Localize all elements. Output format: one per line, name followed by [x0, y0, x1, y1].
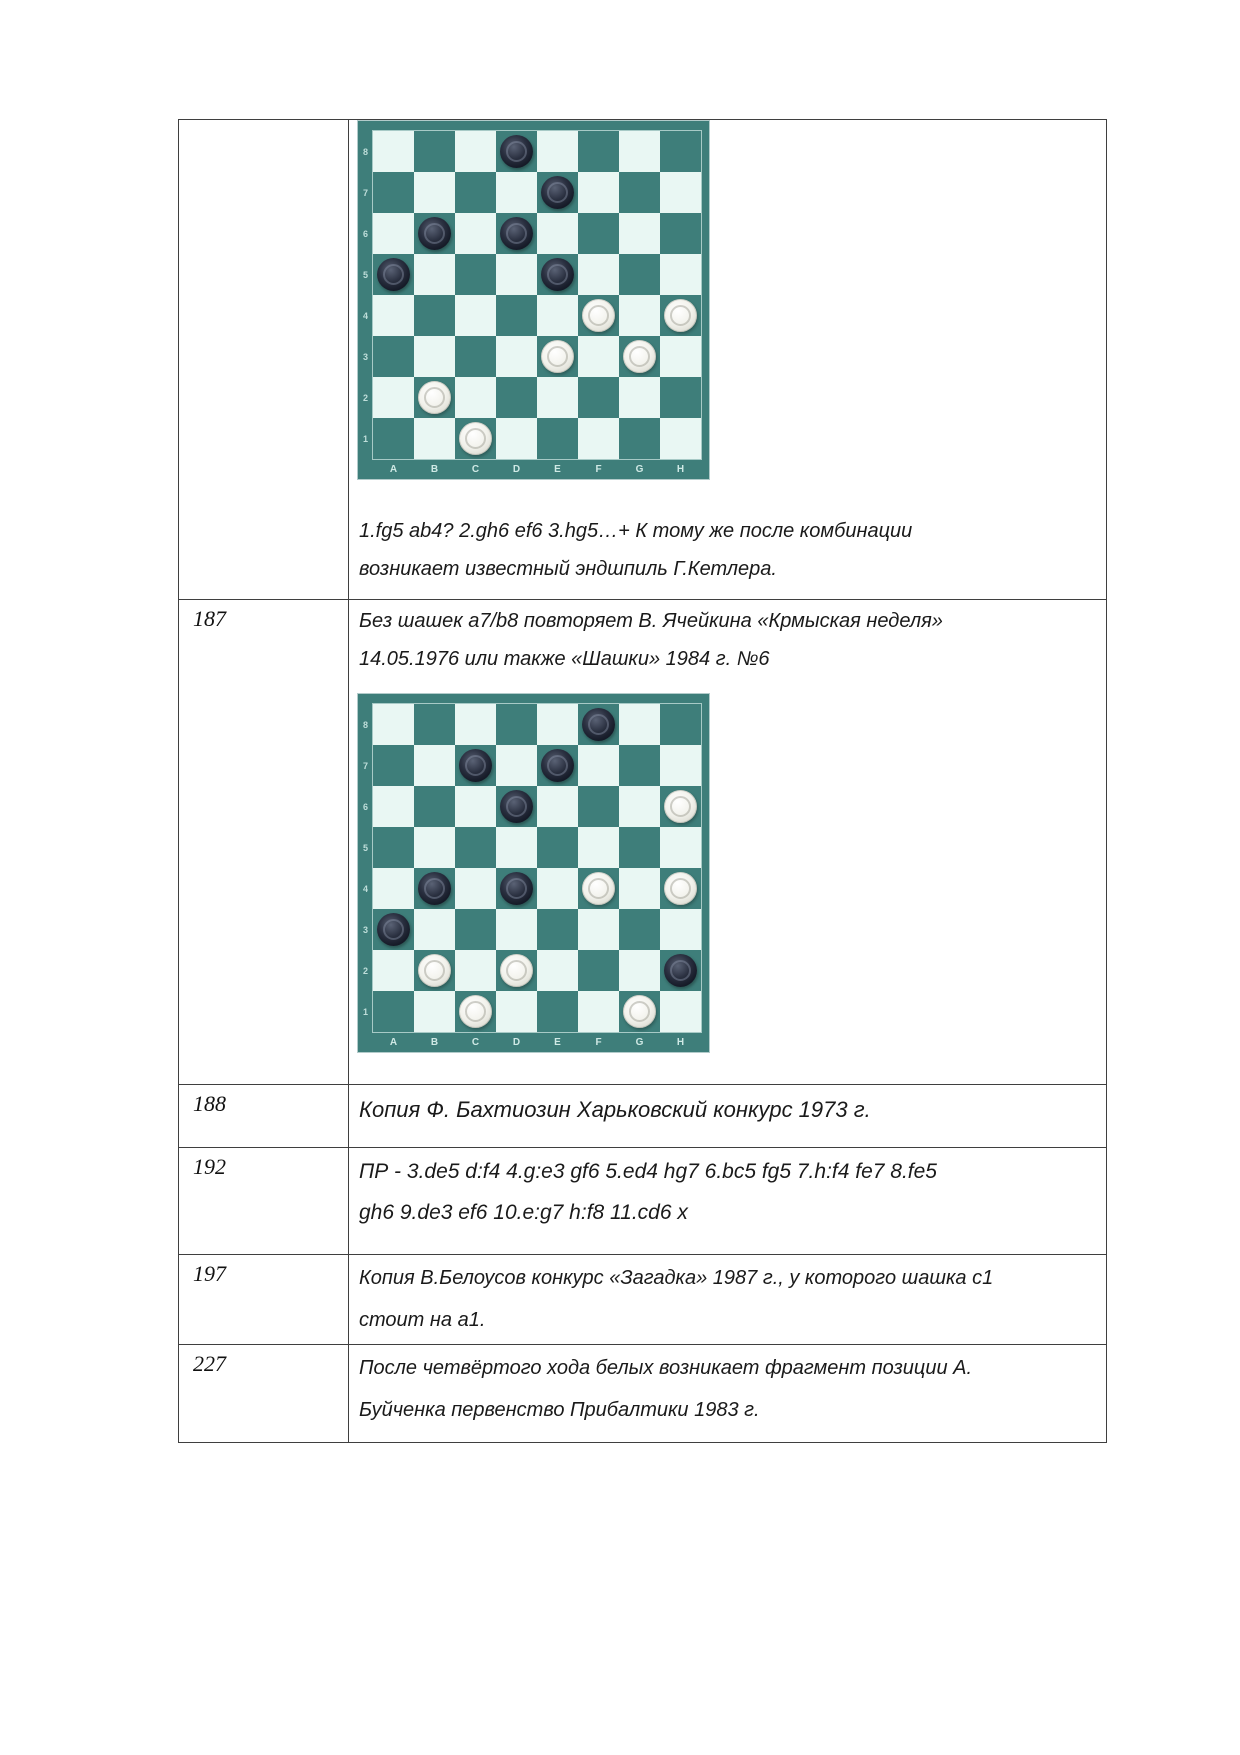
- board-square-e2: [537, 377, 578, 418]
- board-square-a8: [373, 131, 414, 172]
- board-square-d5: [496, 254, 537, 295]
- board-square-a6: [373, 213, 414, 254]
- board-square-g4: [619, 295, 660, 336]
- board-square-d7: [496, 745, 537, 786]
- black-checker-a3: [377, 913, 410, 946]
- board-square-d8: [496, 131, 537, 172]
- board-square-c8: [455, 704, 496, 745]
- file-label-b: B: [430, 463, 439, 475]
- board-square-b5: [414, 827, 455, 868]
- board-square-b2: [414, 950, 455, 991]
- board-square-h7: [660, 745, 701, 786]
- file-label-e: E: [554, 1036, 561, 1048]
- board-square-f5: [578, 827, 619, 868]
- table-row: [179, 1345, 1106, 1442]
- board-square-d6: [496, 786, 537, 827]
- black-checker-h2: [664, 954, 697, 987]
- entry-text: [349, 1345, 1106, 1431]
- entry-number: 187: [179, 600, 349, 1084]
- board-square-f4: [578, 295, 619, 336]
- entry-content: [349, 120, 1106, 599]
- board-square-g2: [619, 377, 660, 418]
- board-square-c4: [455, 868, 496, 909]
- entry-text: [349, 1148, 1106, 1233]
- board-square-b3: [414, 909, 455, 950]
- board-square-c3: [455, 909, 496, 950]
- board-square-d1: [496, 991, 537, 1032]
- board-square-c8: [455, 131, 496, 172]
- board-square-g8: [619, 131, 660, 172]
- board-square-d1: [496, 418, 537, 459]
- board-square-c1: [455, 991, 496, 1032]
- rank-label-1: 1: [362, 1006, 368, 1017]
- rank-label-7: 7: [362, 187, 368, 198]
- board-square-d7: [496, 172, 537, 213]
- white-checker-d2: [500, 954, 533, 987]
- board-square-c1: [455, 418, 496, 459]
- rank-label-8: 8: [362, 146, 368, 157]
- rank-label-6: 6: [362, 801, 368, 812]
- board-square-e6: [537, 213, 578, 254]
- board-square-h5: [660, 827, 701, 868]
- black-checker-d8: [500, 135, 533, 168]
- entry-text: [349, 1255, 1106, 1341]
- board-square-h3: [660, 909, 701, 950]
- board-square-a3: [373, 336, 414, 377]
- entry-text: [349, 600, 1106, 678]
- board-square-e5: [537, 827, 578, 868]
- board-squares: [373, 704, 701, 1032]
- board-square-b1: [414, 418, 455, 459]
- black-checker-f8: [582, 708, 615, 741]
- file-label-d: D: [512, 1036, 521, 1048]
- checkers-board-diagram-2: [358, 694, 709, 1052]
- board-square-b3: [414, 336, 455, 377]
- entry-content: [349, 600, 1106, 1084]
- entry-number: [179, 120, 349, 599]
- board-square-h5: [660, 254, 701, 295]
- file-label-f: F: [595, 463, 602, 475]
- file-label-g: G: [635, 463, 644, 475]
- entry-text-line: ПР - 3.de5 d:f4 4.g:e3 gf6 5.ed4 hg7 6.bc5 fg5 7.h:f4 fe7 8.fe5: [359, 1160, 937, 1183]
- board-square-f1: [578, 418, 619, 459]
- black-checker-e7: [541, 749, 574, 782]
- entry-text-line: gh6 9.de3 ef6 10.e:g7 h:f8 11.cd6 x: [359, 1201, 688, 1224]
- board-square-a6: [373, 786, 414, 827]
- board-square-g7: [619, 745, 660, 786]
- board-square-g6: [619, 786, 660, 827]
- file-label-c: C: [471, 1036, 480, 1048]
- board-square-h4: [660, 295, 701, 336]
- board-square-f4: [578, 868, 619, 909]
- board-square-d2: [496, 377, 537, 418]
- file-label-h: H: [676, 463, 685, 475]
- entry-content: [349, 1085, 1106, 1147]
- entry-text-line: Без шашек a7/b8 повторяет В. Ячейкина «Крмыская неделя»: [359, 610, 943, 632]
- board-square-d4: [496, 868, 537, 909]
- board-square-a7: [373, 745, 414, 786]
- rank-label-4: 4: [362, 883, 368, 894]
- board-square-c2: [455, 950, 496, 991]
- board-square-f3: [578, 336, 619, 377]
- file-label-f: F: [595, 1036, 602, 1048]
- file-label-a: A: [389, 1036, 398, 1048]
- board-square-f7: [578, 172, 619, 213]
- board-square-c4: [455, 295, 496, 336]
- white-checker-g1: [623, 995, 656, 1028]
- table-row: [179, 120, 1106, 600]
- board-square-b8: [414, 131, 455, 172]
- board-square-e3: [537, 336, 578, 377]
- entry-content: [349, 1255, 1106, 1344]
- board-square-e7: [537, 745, 578, 786]
- white-checker-b2: [418, 954, 451, 987]
- entry-text-line: После четвёртого хода белых возникает фрагмент позиции А.: [359, 1357, 973, 1379]
- board-square-b8: [414, 704, 455, 745]
- board-square-a1: [373, 418, 414, 459]
- black-checker-b4: [418, 872, 451, 905]
- board-square-b7: [414, 745, 455, 786]
- white-checker-h6: [664, 790, 697, 823]
- file-labels: [373, 461, 701, 477]
- board-square-h7: [660, 172, 701, 213]
- board-square-e4: [537, 295, 578, 336]
- board-square-h8: [660, 131, 701, 172]
- file-label-c: C: [471, 463, 480, 475]
- board-square-f3: [578, 909, 619, 950]
- board-square-d8: [496, 704, 537, 745]
- white-checker-h4: [664, 872, 697, 905]
- board-square-c6: [455, 786, 496, 827]
- black-checker-d4: [500, 872, 533, 905]
- board-square-h6: [660, 213, 701, 254]
- entry-content: [349, 1345, 1106, 1442]
- white-checker-e3: [541, 340, 574, 373]
- board-square-a4: [373, 295, 414, 336]
- board-square-c6: [455, 213, 496, 254]
- board-square-b5: [414, 254, 455, 295]
- rank-label-5: 5: [362, 269, 368, 280]
- board-square-h4: [660, 868, 701, 909]
- board-square-c7: [455, 172, 496, 213]
- table-row: [179, 600, 1106, 1085]
- black-checker-b6: [418, 217, 451, 250]
- board-square-g4: [619, 868, 660, 909]
- board-square-a4: [373, 868, 414, 909]
- board-square-f5: [578, 254, 619, 295]
- board-square-f1: [578, 991, 619, 1032]
- board-square-g1: [619, 991, 660, 1032]
- board-square-d3: [496, 909, 537, 950]
- board-square-h3: [660, 336, 701, 377]
- rank-label-5: 5: [362, 842, 368, 853]
- board-square-e6: [537, 786, 578, 827]
- entry-number: 192: [179, 1148, 349, 1254]
- board-square-c5: [455, 827, 496, 868]
- black-checker-e7: [541, 176, 574, 209]
- file-label-g: G: [635, 1036, 644, 1048]
- board-square-f6: [578, 786, 619, 827]
- entries-table: [178, 119, 1107, 1443]
- entry-content: [349, 1148, 1106, 1254]
- board-square-b7: [414, 172, 455, 213]
- board-square-e1: [537, 991, 578, 1032]
- white-checker-h4: [664, 299, 697, 332]
- board-square-a7: [373, 172, 414, 213]
- board-square-e5: [537, 254, 578, 295]
- board-square-a8: [373, 704, 414, 745]
- board-square-a2: [373, 950, 414, 991]
- board-square-g2: [619, 950, 660, 991]
- board-square-a2: [373, 377, 414, 418]
- board-square-e2: [537, 950, 578, 991]
- entry-text-line: 14.05.1976 или также «Шашки» 1984 г. №6: [359, 648, 770, 670]
- board-square-h2: [660, 377, 701, 418]
- board-square-a3: [373, 909, 414, 950]
- black-checker-e5: [541, 258, 574, 291]
- board-square-d6: [496, 213, 537, 254]
- board-square-b4: [414, 868, 455, 909]
- board-square-h2: [660, 950, 701, 991]
- black-checker-c7: [459, 749, 492, 782]
- board-square-f7: [578, 745, 619, 786]
- board-square-g5: [619, 827, 660, 868]
- board-square-c3: [455, 336, 496, 377]
- board-square-a5: [373, 254, 414, 295]
- board-square-e8: [537, 131, 578, 172]
- board-square-f6: [578, 213, 619, 254]
- board-square-h1: [660, 991, 701, 1032]
- board-square-e7: [537, 172, 578, 213]
- board-square-g6: [619, 213, 660, 254]
- black-checker-d6: [500, 790, 533, 823]
- table-row: [179, 1255, 1106, 1345]
- black-checker-d6: [500, 217, 533, 250]
- rank-labels: [358, 704, 373, 1032]
- file-label-b: B: [430, 1036, 439, 1048]
- board-square-g3: [619, 336, 660, 377]
- board-square-d4: [496, 295, 537, 336]
- file-label-h: H: [676, 1036, 685, 1048]
- entry-text-line: возникает известный эндшпиль Г.Кетлера.: [359, 558, 777, 580]
- board-squares: [373, 131, 701, 459]
- board-square-b1: [414, 991, 455, 1032]
- white-checker-f4: [582, 299, 615, 332]
- black-checker-a5: [377, 258, 410, 291]
- white-checker-c1: [459, 995, 492, 1028]
- entry-text-line: Копия Ф. Бахтиозин Харьковский конкурс 1973 г.: [359, 1097, 871, 1122]
- board-square-e8: [537, 704, 578, 745]
- board-square-g8: [619, 704, 660, 745]
- rank-label-1: 1: [362, 433, 368, 444]
- board-square-a1: [373, 991, 414, 1032]
- board-square-c2: [455, 377, 496, 418]
- rank-label-2: 2: [362, 965, 368, 976]
- file-label-a: A: [389, 463, 398, 475]
- board-square-d3: [496, 336, 537, 377]
- board-square-g7: [619, 172, 660, 213]
- board-square-g3: [619, 909, 660, 950]
- rank-label-4: 4: [362, 310, 368, 321]
- white-checker-f4: [582, 872, 615, 905]
- white-checker-b2: [418, 381, 451, 414]
- board-square-f2: [578, 950, 619, 991]
- table-row: [179, 1148, 1106, 1255]
- board-square-c5: [455, 254, 496, 295]
- board-square-g5: [619, 254, 660, 295]
- entry-text-line: Буйченка первенство Прибалтики 1983 г.: [359, 1399, 760, 1421]
- file-label-e: E: [554, 463, 561, 475]
- entry-text-line: 1.fg5 ab4? 2.gh6 ef6 3.hg5…+ К тому же после комбинации: [359, 520, 913, 542]
- white-checker-g3: [623, 340, 656, 373]
- file-labels: [373, 1034, 701, 1050]
- board-square-b6: [414, 786, 455, 827]
- entry-number: 227: [179, 1345, 349, 1442]
- file-label-d: D: [512, 463, 521, 475]
- entry-text-line: стоит на a1.: [359, 1309, 486, 1331]
- board-square-h1: [660, 418, 701, 459]
- board-square-h8: [660, 704, 701, 745]
- entry-number: 197: [179, 1255, 349, 1344]
- board-square-h6: [660, 786, 701, 827]
- entry-text: [349, 1085, 1106, 1129]
- rank-label-3: 3: [362, 924, 368, 935]
- entry-number: 188: [179, 1085, 349, 1147]
- rank-label-8: 8: [362, 719, 368, 730]
- board-square-e4: [537, 868, 578, 909]
- board-square-b6: [414, 213, 455, 254]
- rank-label-6: 6: [362, 228, 368, 239]
- board-square-e1: [537, 418, 578, 459]
- entry-text: [359, 512, 1092, 588]
- rank-label-2: 2: [362, 392, 368, 403]
- entry-text-line: Копия В.Белоусов конкурс «Загадка» 1987 г., у которого шашка c1: [359, 1267, 994, 1289]
- rank-label-7: 7: [362, 760, 368, 771]
- board-square-e3: [537, 909, 578, 950]
- board-square-d2: [496, 950, 537, 991]
- table-row: [179, 1085, 1106, 1148]
- rank-labels: [358, 131, 373, 459]
- board-square-f8: [578, 704, 619, 745]
- board-square-f8: [578, 131, 619, 172]
- checkers-board-diagram-1: [358, 121, 709, 479]
- board-square-c7: [455, 745, 496, 786]
- board-square-a5: [373, 827, 414, 868]
- board-square-b2: [414, 377, 455, 418]
- board-square-f2: [578, 377, 619, 418]
- rank-label-3: 3: [362, 351, 368, 362]
- board-square-d5: [496, 827, 537, 868]
- board-square-g1: [619, 418, 660, 459]
- board-square-b4: [414, 295, 455, 336]
- white-checker-c1: [459, 422, 492, 455]
